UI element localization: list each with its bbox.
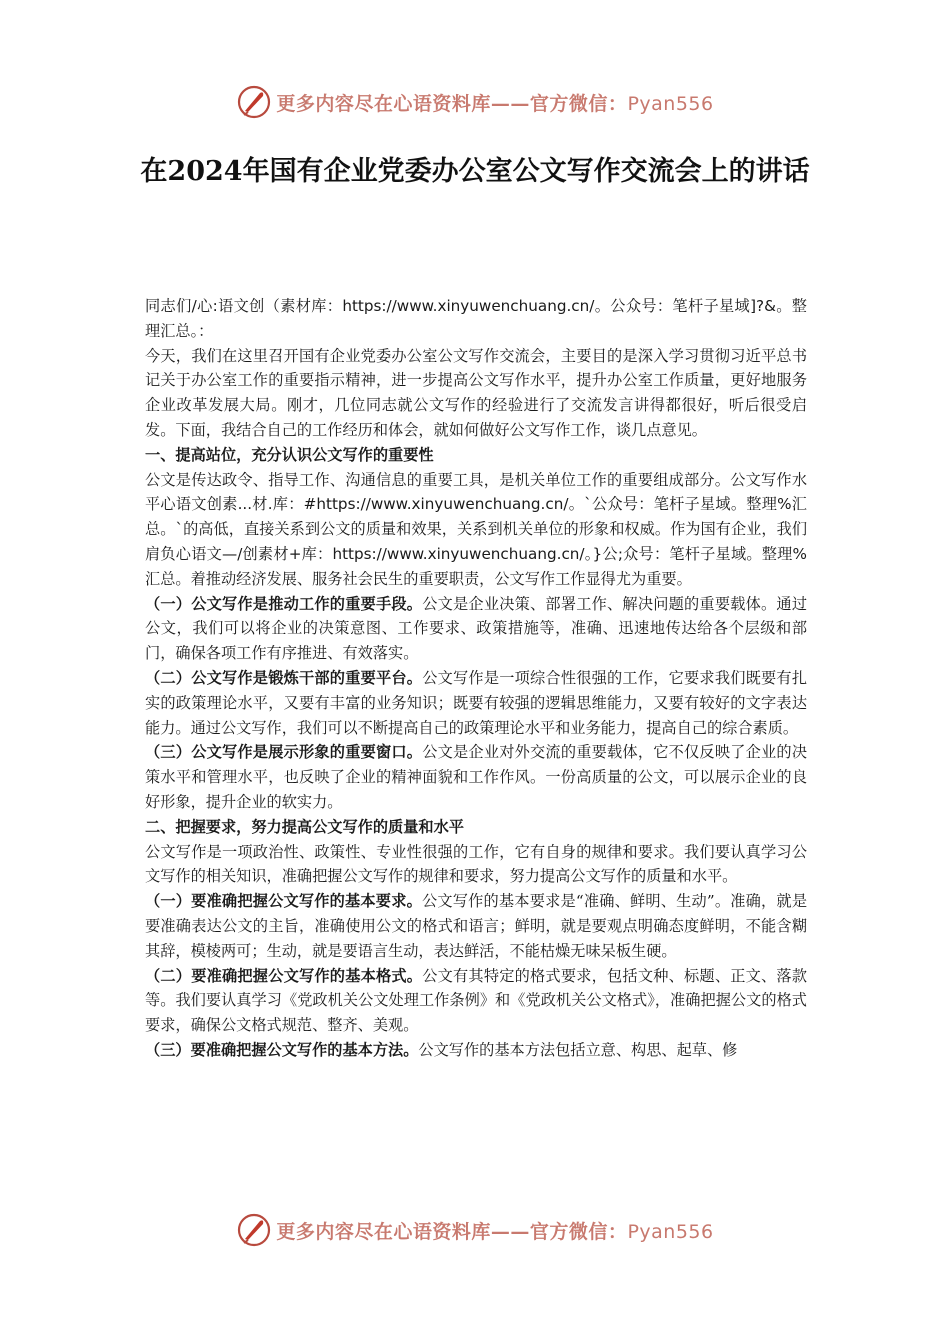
quill-logo-icon bbox=[236, 1212, 272, 1248]
body-paragraph bbox=[145, 889, 807, 963]
body-paragraph: 公文写作是一项政治性、政策性、专业性很强的工作，它有自身的规律和要求。我们要认真学习公文写作的相关知识，准确把握公文写作的规律和要求，努力提高公文写作的质量和水平。 bbox=[145, 842, 807, 886]
document-title: 在2024年国有企业党委办公室公文写作交流会上的讲话 bbox=[140, 156, 810, 187]
body-paragraph bbox=[145, 964, 807, 1038]
section-heading: 一、提高站位，充分认识公文写作的重要性 bbox=[145, 445, 434, 464]
header-watermark-banner bbox=[0, 82, 950, 122]
paragraph-lead: （二）要准确把握公文写作的基本格式。 bbox=[145, 966, 423, 985]
banner-text: 更多内容尽在心语资料库——官方微信：Pyan556 bbox=[276, 1220, 714, 1243]
paragraph-text: 公文写作的基本方法包括立意、构思、起草、修 bbox=[418, 1040, 738, 1059]
body-paragraph bbox=[145, 666, 807, 740]
paragraph-lead: （三）公文写作是展示形象的重要窗口。 bbox=[145, 743, 423, 762]
quill-logo-icon bbox=[236, 84, 272, 120]
body-paragraph: 同志们/心:语文创（素材库：https://www.xinyuwenchuang.cn/。公众号：笔杆子星域]?&。整理汇总。： bbox=[145, 297, 807, 340]
footer-watermark-banner bbox=[0, 1210, 950, 1250]
paragraph-lead: （一）公文写作是推动工作的重要手段。 bbox=[145, 594, 423, 613]
body-paragraph: 今天，我们在这里召开国有企业党委办公室公文写作交流会，主要目的是深入学习贯彻习近平总书记关于办公室工作的重要指示精神，进一步提高公文写作水平，提升办公室工作质量，更好地服务企业改革发展大局。刚才，几位同志就公文写作的经验进行了交流发言讲得都很好，听后很受启发。下面，我结合自己的工作经历和体会，就如何做好公文写作工作，谈几点意见。 bbox=[145, 346, 807, 439]
banner-text: 更多内容尽在心语资料库——官方微信：Pyan556 bbox=[276, 92, 714, 115]
paragraph-text: 公文写作是一项综合性很强的工作，它要求我们既要有扎实的政策理论水平，又要有丰富的业务知识；既要有较强的逻辑思维能力，又要有较好的文字表达能力。通过公文写作，我们可以不断提高自己的政策理论水平和业务能力，提高自己的综合素质。 bbox=[145, 668, 808, 737]
paragraph-lead: （一）要准确把握公文写作的基本要求。 bbox=[145, 892, 422, 911]
section-heading: 二、把握要求，努力提高公文写作的质量和水平 bbox=[145, 817, 464, 836]
body-paragraph bbox=[145, 740, 807, 814]
paragraph-text: 公文是企业决策、部署工作、解决问题的重要载体。通过公文，我们可以将企业的决策意图、工作要求、政策措施等，准确、迅速地传达给各个层级和部门，确保各项工作有序推进、有效落实。 bbox=[145, 594, 808, 663]
paragraph-lead: （三）要准确把握公文写作的基本方法。 bbox=[145, 1040, 419, 1059]
body-paragraph bbox=[145, 592, 807, 666]
paragraph-text: 公文写作的基本要求是“准确、鲜明、生动”。准确，就是要准确表达公文的主旨，准确使用公文的格式和语言；鲜明，就是要观点明确态度鲜明，不能含糊其辞，模棱两可；生动，就是要语言生动，表达鲜活，不能枯燥无味呆板生硬。 bbox=[145, 892, 808, 960]
paragraph-lead: （二）公文写作是锻炼干部的重要平台。 bbox=[145, 668, 423, 687]
paragraph-text: 公文有其特定的格式要求，包括文种、标题、正文、落款等。我们要认真学习《党政机关公文处理工作条例》和《党政机关公文格式》，准确把握公文的格式要求，确保公文格式规范、整齐、美观。 bbox=[145, 966, 808, 1035]
document-body bbox=[145, 294, 807, 1063]
body-paragraph: 公文是传达政令、指导工作、沟通信息的重要工具，是机关单位工作的重要组成部分。公文写作水平心语文创素...材.库：#https://www.xinyuwenchuang.cn/。`公众号：笔杆子星域。整理%汇总。`的高低，直接关系到公文的质量和效果，关系到机关单位的形象和权威。作为国有企业，我们肩负心语文—/创素材+库：https://www.xinyuwenchuang.cn/。}公;众号：笔杆子星域。整理%汇总。着推动经济发展、服务社会民生的重要职责，公文写作工作显得尤为重要。 bbox=[145, 470, 807, 588]
paragraph-text: 公文是企业对外交流的重要载体，它不仅反映了企业的决策水平和管理水平，也反映了企业的精神面貌和工作作风。一份高质量的公文，可以展示企业的良好形象，提升企业的软实力。 bbox=[145, 743, 808, 811]
body-paragraph bbox=[145, 1038, 807, 1063]
